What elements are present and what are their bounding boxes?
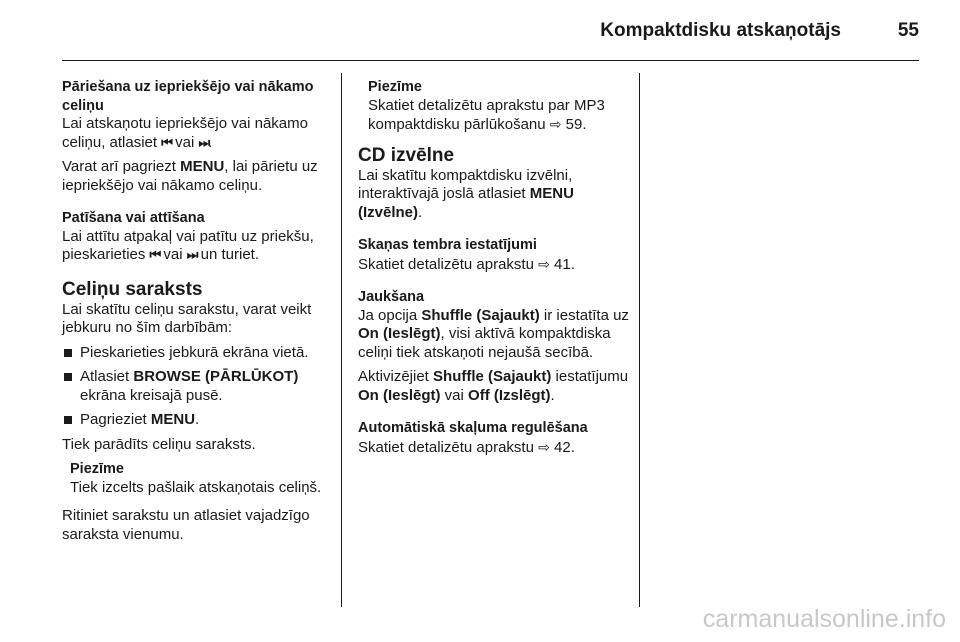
note-box bbox=[62, 460, 330, 497]
paragraph: Ritiniet sarakstu un atlasiet vajadzīgo saraksta vienumu. bbox=[62, 507, 310, 543]
page-reference-link[interactable]: 41 bbox=[554, 255, 571, 273]
page-reference-icon: ⇨ bbox=[549, 116, 562, 132]
page-number: 55 bbox=[897, 20, 919, 41]
note-text: Tiek izcelts pašlaik atskaņotais celiņš. bbox=[70, 478, 322, 496]
paragraph: Varat arī pagriezt MENU, lai pārietu uz iepriekšējo vai nākamo celiņu. bbox=[62, 158, 318, 194]
paragraph: Aktivizējiet Shuffle (Sajaukt) iestatījumu On (Ieslēgt) vai Off (Izslēgt). bbox=[358, 368, 629, 404]
list-item: Pagrieziet MENU. bbox=[62, 411, 330, 430]
paragraph: Skatiet detalizētu aprakstu ⇨ 41. bbox=[358, 255, 575, 273]
skip-back-icon: ⏮ bbox=[161, 134, 171, 150]
skip-forward-icon: ⏭ bbox=[198, 134, 209, 150]
note-heading: Piezīme bbox=[70, 461, 124, 477]
section-heading-tone-settings: Skaņas tembra iestatījumi bbox=[358, 237, 537, 253]
page-reference-icon: ⇨ bbox=[538, 255, 550, 272]
section-heading-seek: Patīšana vai attīšana bbox=[62, 210, 205, 226]
bullet-marker bbox=[64, 373, 72, 381]
page-header bbox=[62, 20, 919, 60]
paragraph: Ja opcija Shuffle (Sajaukt) ir iestatīta uz On (Ieslēgt), visi aktīvā kompaktdiska celiņi tiek atskaņoti nejaušā secībā. bbox=[358, 306, 629, 361]
column-divider-right bbox=[639, 73, 640, 607]
page-reference-link[interactable]: 59 bbox=[565, 116, 583, 133]
page-reference-link[interactable]: 42 bbox=[554, 438, 571, 456]
paragraph: Lai skatītu celiņu sarakstu, varat veikt jebkuru no šīm darbībām: bbox=[62, 300, 312, 336]
bullet-marker bbox=[64, 416, 72, 424]
note-heading: Piezīme bbox=[368, 79, 422, 95]
skip-forward-icon: ⏭ bbox=[186, 247, 197, 262]
paragraph: Lai attītu atpakaļ vai patītu uz priekšu, pieskarieties ⏮ vai ⏭ un turiet. bbox=[62, 227, 314, 263]
watermark: carmanualsonline.info bbox=[702, 605, 946, 633]
column-middle bbox=[358, 78, 630, 457]
page-title: Kompaktdisku atskaņotājs bbox=[600, 20, 841, 41]
section-heading-track-skip: Pāriešana uz iepriekšējo vai nākamo celiņu bbox=[62, 79, 314, 114]
paragraph: Lai atskaņotu iepriekšējo vai nākamo celiņu, atlasiet ⏮ vai ⏭. bbox=[62, 115, 308, 151]
section-heading-track-list: Celiņu saraksts bbox=[62, 278, 203, 300]
column-left bbox=[62, 78, 330, 544]
paragraph: Tiek parādīts celiņu saraksts. bbox=[62, 435, 256, 453]
column-divider-left bbox=[341, 73, 342, 607]
header-divider bbox=[62, 60, 919, 61]
paragraph: Lai skatītu kompaktdisku izvēlni, interaktīvajā joslā atlasiet MENU (Izvēlne). bbox=[358, 166, 574, 221]
list-item: Pieskarieties jebkurā ekrāna vietā. bbox=[62, 344, 330, 363]
page-reference-icon: ⇨ bbox=[538, 438, 550, 455]
note-box bbox=[358, 78, 630, 135]
section-heading-auto-volume: Automātiskā skaļuma regulēšana bbox=[358, 420, 588, 436]
bullet-marker bbox=[64, 349, 72, 357]
note-text: Skatiet detalizētu aprakstu par MP3 kompaktdisku pārlūkošanu ⇨ 59. bbox=[368, 96, 605, 133]
section-heading-cd-menu: CD izvēlne bbox=[358, 144, 455, 166]
list-item: Atlasiet BROWSE (PĀRLŪKOT) ekrāna kreisajā pusē. bbox=[62, 368, 330, 405]
skip-back-icon: ⏮ bbox=[149, 247, 160, 262]
section-heading-shuffle: Jaukšana bbox=[358, 289, 425, 305]
paragraph: Skatiet detalizētu aprakstu ⇨ 42. bbox=[358, 438, 575, 456]
